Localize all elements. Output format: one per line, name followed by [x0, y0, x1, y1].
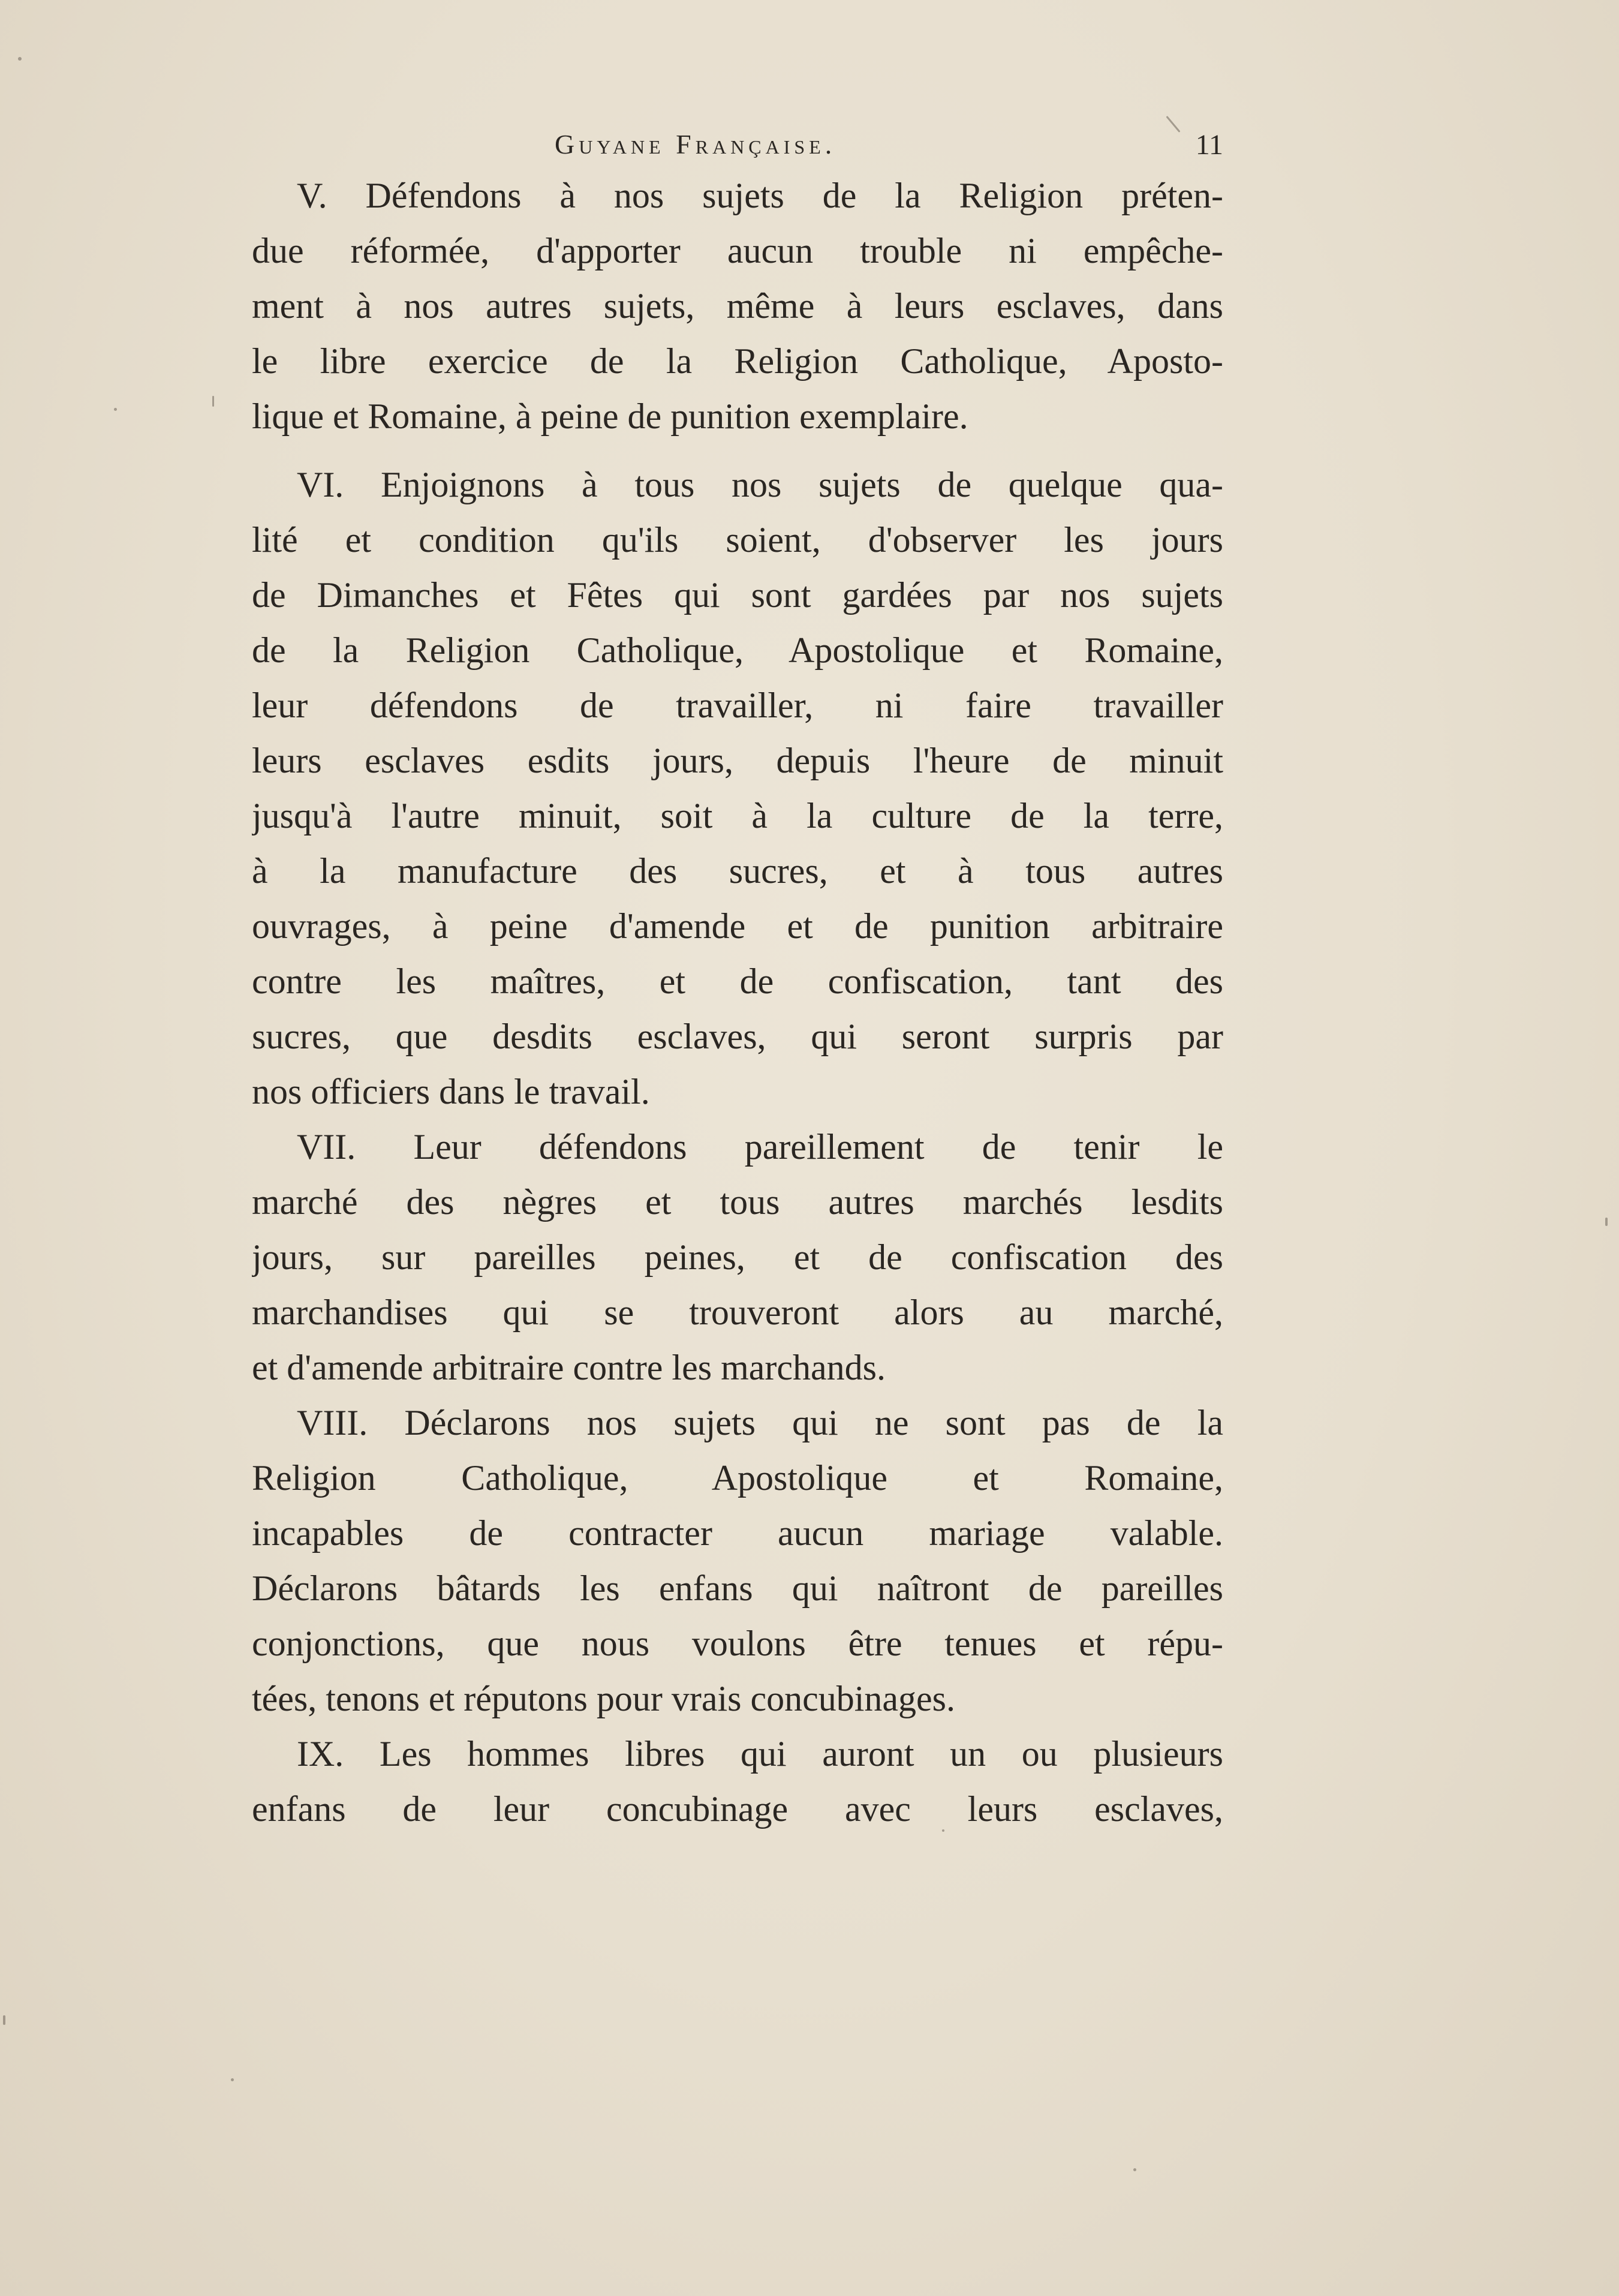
- text-line: ouvrages, à peine d'amende et de punition arbitraire: [252, 906, 1223, 946]
- paper-speck: [1605, 1218, 1608, 1226]
- text-line: marché des nègres et tous autres marchés lesdits: [252, 1182, 1223, 1222]
- text-line: VI. Enjoignons à tous nos sujets de quelque qua-: [297, 465, 1223, 504]
- text-line: lité et condition qu'ils soient, d'observer les jours: [252, 520, 1223, 560]
- text-line: Religion Catholique, Apostolique et Romaine,: [252, 1458, 1223, 1498]
- text-line: VII. Leur défendons pareillement de tenir le: [297, 1127, 1223, 1167]
- article-ix-paragraph: [252, 1726, 1223, 1837]
- paper-speck: [231, 2078, 234, 2081]
- paper-speck: [212, 396, 214, 407]
- text-line: de la Religion Catholique, Apostolique et Romaine,: [252, 630, 1223, 670]
- text-line: conjonctions, que nous voulons être tenues et répu-: [252, 1624, 1223, 1663]
- text-line: ment à nos autres sujets, même à leurs esclaves, dans: [252, 286, 1223, 326]
- text-line: Déclarons bâtards les enfans qui naîtront de pareilles: [252, 1568, 1223, 1608]
- text-line: nos officiers dans le travail.: [252, 1072, 650, 1111]
- text-line: leurs esclaves esdits jours, depuis l'heure de minuit: [252, 741, 1223, 780]
- text-line: due réformée, d'apporter aucun trouble ni empêche-: [252, 231, 1223, 271]
- text-line: contre les maîtres, et de confiscation, tant des: [252, 961, 1223, 1001]
- text-line: leur défendons de travailler, ni faire travailler: [252, 686, 1223, 725]
- text-line: incapables de contracter aucun mariage valable.: [252, 1513, 1223, 1553]
- text-line: tées, tenons et réputons pour vrais concubinages.: [252, 1679, 956, 1718]
- running-title: Guyane Française.: [555, 129, 836, 160]
- text-line: enfans de leur concubinage avec leurs esclaves,: [252, 1789, 1223, 1829]
- text-line: VIII. Déclarons nos sujets qui ne sont pas de la: [297, 1403, 1223, 1442]
- page-number: 11: [1195, 129, 1223, 161]
- text-line: marchandises qui se trouveront alors au marché,: [252, 1293, 1223, 1332]
- paper-speck: [3, 2015, 5, 2025]
- text-line: et d'amende arbitraire contre les marchands.: [252, 1348, 886, 1387]
- text-line: jusqu'à l'autre minuit, soit à la culture de la terre,: [252, 796, 1223, 836]
- article-v-paragraph: [252, 168, 1223, 444]
- paper-speck: [18, 57, 22, 61]
- article-vi-paragraph: [252, 457, 1223, 1119]
- text-line: V. Défendons à nos sujets de la Religion préten-: [297, 176, 1223, 215]
- text-line: le libre exercice de la Religion Catholique, Aposto-: [252, 341, 1223, 381]
- text-line: sucres, que desdits esclaves, qui seront surpris par: [252, 1017, 1223, 1056]
- article-viii-paragraph: [252, 1395, 1223, 1726]
- text-line: jours, sur pareilles peines, et de confiscation des: [252, 1237, 1223, 1277]
- paper-speck: [1133, 2168, 1136, 2171]
- text-line: à la manufacture des sucres, et à tous autres: [252, 851, 1223, 891]
- paper-speck: [114, 408, 117, 411]
- paragraph-gap: [252, 444, 1223, 457]
- article-vii-paragraph: [252, 1119, 1223, 1395]
- running-head: [252, 128, 1223, 164]
- body-text: [252, 168, 1223, 1837]
- text-line: lique et Romaine, à peine de punition exemplaire.: [252, 396, 968, 436]
- text-line: IX. Les hommes libres qui auront un ou plusieurs: [297, 1734, 1223, 1774]
- text-line: de Dimanches et Fêtes qui sont gardées par nos sujets: [252, 575, 1223, 615]
